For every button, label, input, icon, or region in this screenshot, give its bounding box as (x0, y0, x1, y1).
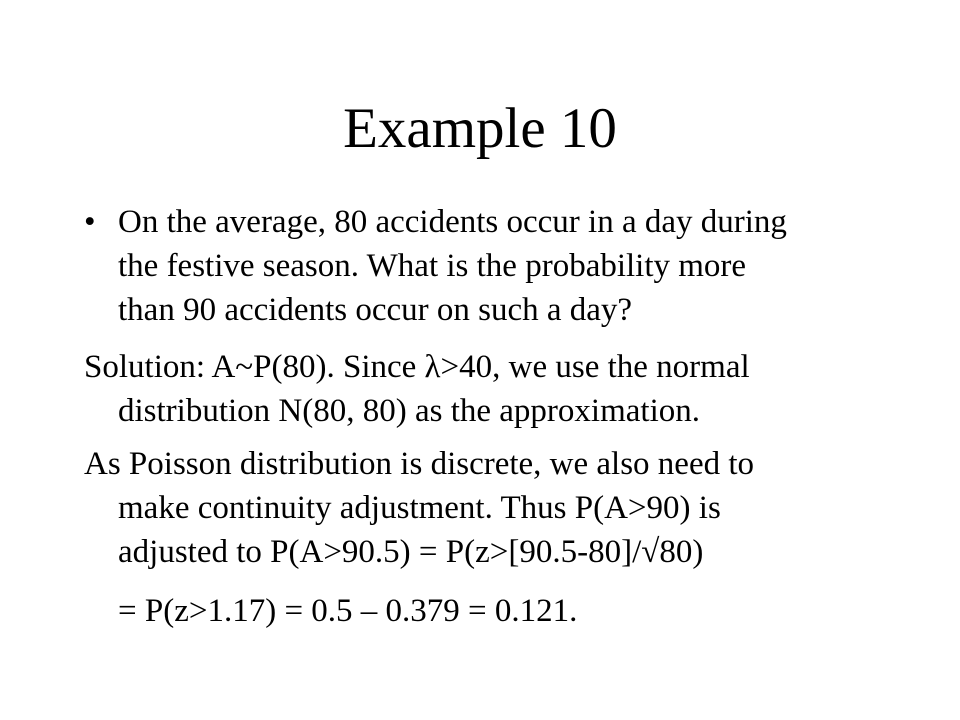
question-line: On the average, 80 accidents occur in a day during (118, 204, 787, 240)
solution-paragraph (84, 345, 884, 433)
final-result-line: = P(z>1.17) = 0.5 – 0.379 = 0.121. (118, 593, 578, 629)
bullet-icon: • (84, 204, 96, 240)
slide-title: Example 10 (343, 97, 617, 160)
continuity-line: adjusted to P(A>90.5) = P(z>[90.5-80]/√80) (118, 534, 704, 570)
solution-line: Solution: A~P(80). Since λ>40, we use the normal (84, 349, 750, 385)
question-paragraph (118, 200, 918, 332)
continuity-paragraph (84, 442, 884, 574)
continuity-line: make continuity adjustment. Thus P(A>90) is (118, 490, 721, 526)
question-line: the festive season. What is the probability more (118, 248, 747, 284)
question-line: than 90 accidents occur on such a day? (118, 292, 633, 328)
solution-line: distribution N(80, 80) as the approximation. (118, 393, 700, 429)
continuity-line: As Poisson distribution is discrete, we also need to (84, 446, 755, 482)
